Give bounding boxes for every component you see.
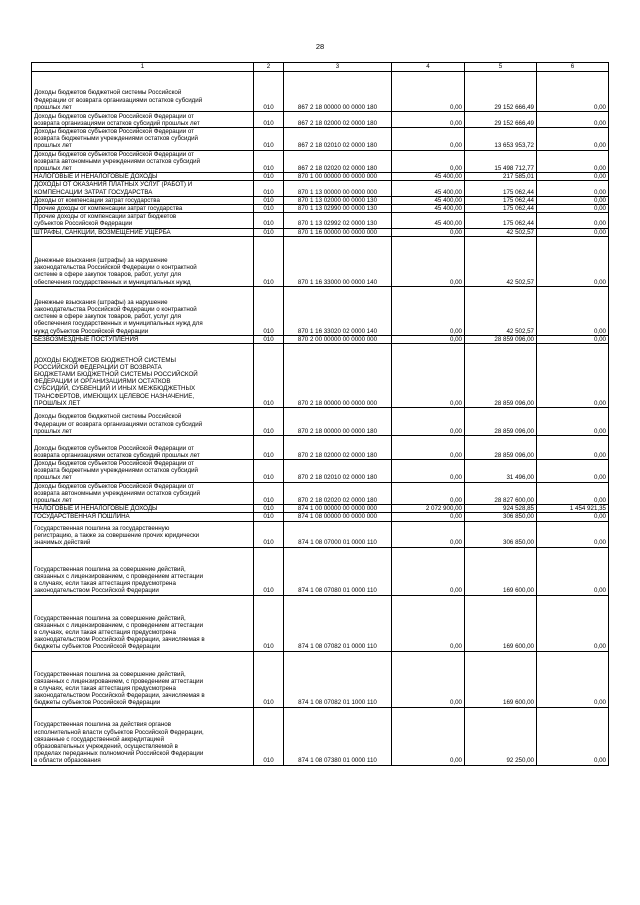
- unexecuted-amount-cell: 0,00: [537, 460, 609, 483]
- income-name-line: пределах переданных полномочий Российской Федерации: [34, 750, 204, 758]
- income-name-line: в области образования: [34, 757, 101, 765]
- income-name-cell: [32, 707, 254, 765]
- approved-amount-cell: 0,00: [392, 150, 465, 173]
- table-row: [32, 196, 609, 204]
- approved-amount-cell: 45 400,00: [392, 213, 465, 228]
- approved-amount-cell: 45 400,00: [392, 205, 465, 213]
- income-name-cell: [32, 205, 254, 213]
- table-row: [32, 651, 609, 707]
- executed-amount-cell: 924 528,85: [465, 505, 537, 513]
- income-name-cell: [32, 128, 254, 151]
- income-name-line: СУБСИДИЙ, СУБВЕНЦИЙ И ИНЫХ МЕЖБЮДЖЕТНЫХ: [34, 385, 196, 393]
- unexecuted-amount-cell: 0,00: [537, 344, 609, 408]
- table-row: [32, 228, 609, 236]
- approved-amount-cell: 0,00: [392, 707, 465, 765]
- income-name-cell: [32, 651, 254, 707]
- approved-amount-cell: 0,00: [392, 286, 465, 335]
- income-name-line: Доходы бюджетов субъектов Российской Федерации от: [34, 150, 195, 158]
- line-code-cell: 010: [254, 205, 284, 213]
- line-code-cell: 010: [254, 460, 284, 483]
- income-name-line: Государственная пошлина за совершение действий,: [34, 614, 186, 622]
- income-name-line: в случаях, если такая аттестация предусмотрена: [34, 580, 176, 588]
- income-name-line: Государственная пошлина за совершение действий,: [34, 565, 186, 573]
- executed-amount-cell: 28 827 600,00: [465, 482, 537, 505]
- budget-classification-code-cell: 867 2 18 00000 00 0000 180: [284, 72, 392, 112]
- income-name-line: связанных с лицензированием, с проведением аттестации: [34, 677, 204, 685]
- executed-amount-cell: 306 850,00: [465, 521, 537, 547]
- table-row: [32, 128, 609, 151]
- income-name-line: Федерации от возврата организациями остатков субсидий: [34, 96, 203, 104]
- income-name-line: прошлых лет: [34, 165, 72, 173]
- income-name-line: Государственная пошлина за государственную: [34, 525, 170, 533]
- unexecuted-amount-cell: 0,00: [537, 228, 609, 236]
- approved-amount-cell: 45 400,00: [392, 196, 465, 204]
- income-name-line: Государственная пошлина за действия органов: [34, 721, 172, 729]
- budget-classification-code-cell: 874 1 08 00000 00 0000 000: [284, 513, 392, 521]
- income-name-line: законодательства Российской Федерации о контрактной: [34, 306, 197, 314]
- income-name-cell: [32, 286, 254, 335]
- table-row: [32, 547, 609, 595]
- table-row: [32, 213, 609, 228]
- income-name-cell: [32, 547, 254, 595]
- approved-amount-cell: 0,00: [392, 651, 465, 707]
- line-code-cell: 010: [254, 173, 284, 181]
- income-name-line: регистрацию, а также за совершение прочих юридически: [34, 532, 200, 540]
- income-name-line: ШТРАФЫ, САНКЦИИ, ВОЗМЕЩЕНИЕ УЩЕРБА: [34, 228, 171, 236]
- unexecuted-amount-cell: 0,00: [537, 707, 609, 765]
- budget-classification-code-cell: 870 1 13 00000 00 0000 000: [284, 181, 392, 196]
- line-code-cell: 010: [254, 286, 284, 335]
- executed-amount-cell: 13 653 953,72: [465, 128, 537, 151]
- income-name-line: БЮДЖЕТАМИ БЮДЖЕТНОЙ СИСТЕМЫ РОССИЙСКОЙ: [34, 371, 198, 379]
- income-name-cell: [32, 181, 254, 196]
- income-name-line: бюджеты субъектов Российской Федерации: [34, 643, 161, 651]
- income-name-cell: [32, 213, 254, 228]
- budget-classification-code-cell: 870 1 00 00000 00 0000 000: [284, 173, 392, 181]
- budget-classification-code-cell: 874 1 08 07080 01 0000 110: [284, 547, 392, 595]
- approved-amount-cell: 0,00: [392, 72, 465, 112]
- income-name-line: связанных с лицензированием, с проведением аттестации: [34, 573, 204, 581]
- income-name-line: Доходы бюджетов субъектов Российской Федерации от: [34, 128, 195, 135]
- executed-amount-cell: 28 859 096,00: [465, 436, 537, 460]
- executed-amount-cell: 92 250,00: [465, 707, 537, 765]
- income-name-line: возврата автономными учреждениями остатков субсидий: [34, 157, 201, 165]
- approved-amount-cell: 0,00: [392, 595, 465, 651]
- income-name-cell: [32, 513, 254, 521]
- approved-amount-cell: 0,00: [392, 228, 465, 236]
- income-name-line: Государственная пошлина за совершение действий,: [34, 670, 186, 678]
- table-row: [32, 460, 609, 483]
- income-name-cell: [32, 173, 254, 181]
- unexecuted-amount-cell: 0,00: [537, 236, 609, 286]
- income-name-line: возврата бюджетными учреждениями остатков субсидий: [34, 467, 198, 475]
- income-name-line: в случаях, если такая аттестация предусмотрена: [34, 685, 176, 693]
- income-name-line: Доходы бюджетов бюджетной системы Российской: [34, 89, 182, 97]
- approved-amount-cell: 0,00: [392, 112, 465, 128]
- income-name-line: значимых действий: [34, 539, 91, 547]
- approved-amount-cell: 2 072 900,00: [392, 505, 465, 513]
- executed-amount-cell: 28 859 096,00: [465, 335, 537, 343]
- line-code-cell: 010: [254, 112, 284, 128]
- executed-amount-cell: 175 062,44: [465, 205, 537, 213]
- executed-amount-cell: 29 152 666,49: [465, 72, 537, 112]
- unexecuted-amount-cell: 0,00: [537, 595, 609, 651]
- table-row: [32, 482, 609, 505]
- income-name-cell: [32, 408, 254, 436]
- table-row: [32, 335, 609, 343]
- income-name-line: законодательства Российской Федерации о контрактной: [34, 264, 197, 272]
- unexecuted-amount-cell: 0,00: [537, 128, 609, 151]
- income-name-cell: [32, 335, 254, 343]
- line-code-cell: 010: [254, 482, 284, 505]
- line-code-cell: 010: [254, 513, 284, 521]
- income-name-line: Доходы бюджетов субъектов Российской Федерации от: [34, 482, 195, 490]
- income-name-line: ДОХОДЫ ОТ ОКАЗАНИЯ ПЛАТНЫХ УСЛУГ (РАБОТ) И: [34, 181, 193, 189]
- unexecuted-amount-cell: 0,00: [537, 547, 609, 595]
- page-number: 28: [315, 42, 325, 51]
- budget-classification-code-cell: 870 2 18 00000 00 0000 000: [284, 344, 392, 408]
- budget-classification-code-cell: 870 1 16 33020 02 0000 140: [284, 286, 392, 335]
- executed-amount-cell: 29 152 666,49: [465, 112, 537, 128]
- unexecuted-amount-cell: 0,00: [537, 205, 609, 213]
- report-body: [32, 72, 609, 766]
- approved-amount-cell: 0,00: [392, 436, 465, 460]
- income-name-line: нужд субъектов Российской Федерации: [34, 327, 149, 335]
- budget-classification-code-cell: 870 1 13 02992 02 0000 130: [284, 213, 392, 228]
- income-name-line: Доходы бюджетов субъектов Российской Федерации от: [34, 460, 195, 468]
- budget-classification-code-cell: 870 2 18 02010 02 0000 180: [284, 460, 392, 483]
- income-name-line: законодательством Российской Федерации, зачисляемая в: [34, 692, 205, 700]
- line-code-cell: 010: [254, 408, 284, 436]
- executed-amount-cell: 306 850,00: [465, 513, 537, 521]
- table-row: [32, 181, 609, 196]
- unexecuted-amount-cell: 0,00: [537, 181, 609, 196]
- income-name-line: НАЛОГОВЫЕ И НЕНАЛОГОВЫЕ ДОХОДЫ: [34, 505, 158, 513]
- income-name-line: образовательных учреждений, осуществляемой в: [34, 743, 178, 751]
- line-code-cell: 010: [254, 181, 284, 196]
- unexecuted-amount-cell: 0,00: [537, 408, 609, 436]
- income-name-line: бюджеты субъектов Российской Федерации: [34, 699, 161, 707]
- table-row: [32, 150, 609, 173]
- unexecuted-amount-cell: 0,00: [537, 513, 609, 521]
- income-name-line: законодательством Российской Федерации: [34, 587, 159, 595]
- budget-classification-code-cell: 867 2 18 02000 02 0000 180: [284, 112, 392, 128]
- table-row: [32, 112, 609, 128]
- unexecuted-amount-cell: 0,00: [537, 335, 609, 343]
- executed-amount-cell: 28 859 096,00: [465, 408, 537, 436]
- income-name-line: исполнительной власти субъектов Российской Федерации,: [34, 728, 204, 736]
- executed-amount-cell: 169 600,00: [465, 595, 537, 651]
- approved-amount-cell: 0,00: [392, 482, 465, 505]
- budget-classification-code-cell: 874 1 08 07082 01 0000 110: [284, 595, 392, 651]
- budget-classification-code-cell: 874 1 08 07000 01 0000 110: [284, 521, 392, 547]
- income-name-line: Доходы бюджетов субъектов Российской Федерации от: [34, 444, 195, 452]
- col-header-5: 5: [465, 63, 537, 72]
- income-name-line: ФЕДЕРАЦИИ И ОРГАНИЗАЦИЯМИ ОСТАТКОВ: [34, 378, 171, 386]
- income-name-line: возврата организациями остатков субсидий прошлых лет: [34, 119, 200, 127]
- table-row: [32, 236, 609, 286]
- budget-classification-code-cell: 870 2 18 02020 02 0000 180: [284, 482, 392, 505]
- income-name-line: КОМПЕНСАЦИИ ЗАТРАТ ГОСУДАРСТВА: [34, 188, 153, 196]
- income-name-line: связанных с лицензированием, с проведением аттестации: [34, 621, 204, 629]
- budget-classification-code-cell: 874 1 08 07082 01 1000 110: [284, 651, 392, 707]
- table-row: [32, 173, 609, 181]
- approved-amount-cell: 45 400,00: [392, 173, 465, 181]
- income-name-line: системе в сфере закупок товаров, работ, услуг для: [34, 271, 182, 279]
- line-code-cell: 010: [254, 505, 284, 513]
- approved-amount-cell: 0,00: [392, 521, 465, 547]
- income-name-cell: [32, 482, 254, 505]
- income-name-line: БЕЗВОЗМЕЗДНЫЕ ПОСТУПЛЕНИЯ: [34, 335, 139, 343]
- table-row: [32, 344, 609, 408]
- income-name-line: ГОСУДАРСТВЕННАЯ ПОШЛИНА: [34, 513, 130, 521]
- income-name-line: возврата бюджетными учреждениями остатков субсидий: [34, 135, 198, 143]
- income-name-line: ПРОШЛЫХ ЛЕТ: [34, 399, 81, 407]
- income-name-line: в случаях, если такая аттестация предусмотрена: [34, 629, 176, 637]
- income-name-line: ДОХОДЫ БЮДЖЕТОВ БЮДЖЕТНОЙ СИСТЕМЫ: [34, 356, 176, 364]
- line-code-cell: 010: [254, 651, 284, 707]
- income-name-cell: [32, 436, 254, 460]
- line-code-cell: 010: [254, 595, 284, 651]
- budget-classification-code-cell: 870 1 13 02990 00 0000 130: [284, 205, 392, 213]
- income-name-line: НАЛОГОВЫЕ И НЕНАЛОГОВЫЕ ДОХОДЫ: [34, 173, 158, 181]
- unexecuted-amount-cell: 0,00: [537, 150, 609, 173]
- col-header-4: 4: [392, 63, 465, 72]
- executed-amount-cell: 28 859 096,00: [465, 344, 537, 408]
- budget-classification-code-cell: 870 2 00 00000 00 0000 000: [284, 335, 392, 343]
- table-row: [32, 205, 609, 213]
- income-name-line: прошлых лет: [34, 427, 72, 435]
- header-row: [32, 63, 609, 72]
- income-name-line: обеспечения государственных и муниципальных нужд: [34, 278, 191, 286]
- line-code-cell: 010: [254, 236, 284, 286]
- income-name-cell: [32, 228, 254, 236]
- table-row: [32, 72, 609, 112]
- budget-classification-code-cell: 870 2 18 00000 00 0000 180: [284, 408, 392, 436]
- income-name-line: связанные с государственной аккредитацией: [34, 735, 165, 743]
- line-code-cell: 010: [254, 335, 284, 343]
- income-name-cell: [32, 521, 254, 547]
- budget-classification-code-cell: 867 2 18 02020 02 0000 180: [284, 150, 392, 173]
- income-name-line: Денежные взыскания (штрафы) за нарушение: [34, 257, 168, 265]
- table-row: [32, 408, 609, 436]
- income-name-line: РОССИЙСКОЙ ФЕДЕРАЦИИ ОТ ВОЗВРАТА: [34, 363, 162, 371]
- income-name-line: Федерации от возврата организациями остатков субсидий: [34, 420, 203, 428]
- line-code-cell: 010: [254, 228, 284, 236]
- unexecuted-amount-cell: 0,00: [537, 482, 609, 505]
- income-name-line: Доходы бюджетов бюджетной системы Российской: [34, 413, 182, 421]
- income-name-line: системе в сфере закупок товаров, работ, услуг для: [34, 313, 182, 321]
- unexecuted-amount-cell: 0,00: [537, 651, 609, 707]
- line-code-cell: 010: [254, 213, 284, 228]
- unexecuted-amount-cell: 0,00: [537, 72, 609, 112]
- income-name-line: Доходы бюджетов субъектов Российской Федерации от: [34, 112, 195, 120]
- col-header-2: 2: [254, 63, 284, 72]
- col-header-3: 3: [284, 63, 392, 72]
- budget-classification-code-cell: 874 1 08 07380 01 0000 110: [284, 707, 392, 765]
- approved-amount-cell: 0,00: [392, 547, 465, 595]
- table-row: [32, 436, 609, 460]
- line-code-cell: 010: [254, 521, 284, 547]
- executed-amount-cell: 42 502,57: [465, 228, 537, 236]
- line-code-cell: 010: [254, 196, 284, 204]
- income-name-cell: [32, 595, 254, 651]
- approved-amount-cell: 0,00: [392, 408, 465, 436]
- line-code-cell: 010: [254, 150, 284, 173]
- table-row: [32, 513, 609, 521]
- income-name-cell: [32, 196, 254, 204]
- income-name-cell: [32, 236, 254, 286]
- report-table: [31, 62, 609, 766]
- approved-amount-cell: 0,00: [392, 128, 465, 151]
- income-name-line: Прочие доходы от компенсации затрат бюджетов: [34, 213, 177, 221]
- unexecuted-amount-cell: 0,00: [537, 286, 609, 335]
- approved-amount-cell: 0,00: [392, 344, 465, 408]
- income-name-line: возврата автономными учреждениями остатков субсидий: [34, 489, 201, 497]
- unexecuted-amount-cell: 0,00: [537, 196, 609, 204]
- approved-amount-cell: 0,00: [392, 335, 465, 343]
- budget-classification-code-cell: 874 1 00 00000 00 0000 000: [284, 505, 392, 513]
- line-code-cell: 010: [254, 344, 284, 408]
- income-name-cell: [32, 72, 254, 112]
- unexecuted-amount-cell: 0,00: [537, 521, 609, 547]
- line-code-cell: 010: [254, 436, 284, 460]
- executed-amount-cell: 169 600,00: [465, 547, 537, 595]
- income-name-line: Прочие доходы от компенсации затрат государства: [34, 205, 183, 213]
- unexecuted-amount-cell: 0,00: [537, 173, 609, 181]
- executed-amount-cell: 217 585,01: [465, 173, 537, 181]
- col-header-6: 6: [537, 63, 609, 72]
- income-name-line: прошлых лет: [34, 142, 72, 150]
- budget-classification-code-cell: 870 2 18 02000 02 0000 180: [284, 436, 392, 460]
- executed-amount-cell: 175 062,44: [465, 196, 537, 204]
- budget-classification-code-cell: 870 1 16 00000 00 0000 000: [284, 228, 392, 236]
- executed-amount-cell: 31 496,00: [465, 460, 537, 483]
- col-header-1: 1: [32, 63, 254, 72]
- budget-classification-code-cell: 867 2 18 02010 02 0000 180: [284, 128, 392, 151]
- approved-amount-cell: 0,00: [392, 460, 465, 483]
- unexecuted-amount-cell: 1 454 921,35: [537, 505, 609, 513]
- income-name-cell: [32, 460, 254, 483]
- executed-amount-cell: 175 062,44: [465, 181, 537, 196]
- income-name-cell: [32, 344, 254, 408]
- approved-amount-cell: 0,00: [392, 513, 465, 521]
- line-code-cell: 010: [254, 128, 284, 151]
- table-row: [32, 521, 609, 547]
- unexecuted-amount-cell: 0,00: [537, 213, 609, 228]
- income-name-line: Доходы от компенсации затрат государства: [34, 196, 160, 204]
- income-name-cell: [32, 112, 254, 128]
- income-name-line: возврата организациями остатков субсидий прошлых лет: [34, 451, 200, 459]
- income-name-line: прошлых лет: [34, 474, 72, 482]
- table-row: [32, 707, 609, 765]
- income-name-line: законодательством Российской Федерации, зачисляемая в: [34, 636, 205, 644]
- line-code-cell: 010: [254, 72, 284, 112]
- unexecuted-amount-cell: 0,00: [537, 436, 609, 460]
- approved-amount-cell: 0,00: [392, 236, 465, 286]
- unexecuted-amount-cell: 0,00: [537, 112, 609, 128]
- budget-classification-code-cell: 870 1 13 02000 00 0000 130: [284, 196, 392, 204]
- executed-amount-cell: 169 600,00: [465, 651, 537, 707]
- budget-classification-code-cell: 870 1 16 33000 00 0000 140: [284, 236, 392, 286]
- income-name-line: прошлых лет: [34, 103, 72, 111]
- table-row: [32, 505, 609, 513]
- income-name-line: ТРАНСФЕРТОВ, ИМЕЮЩИХ ЦЕЛЕВОЕ НАЗНАЧЕНИЕ,: [34, 392, 195, 400]
- table-row: [32, 286, 609, 335]
- table-row: [32, 595, 609, 651]
- executed-amount-cell: 42 502,57: [465, 236, 537, 286]
- line-code-cell: 010: [254, 547, 284, 595]
- income-name-cell: [32, 150, 254, 173]
- approved-amount-cell: 45 400,00: [392, 181, 465, 196]
- income-name-cell: [32, 505, 254, 513]
- executed-amount-cell: 42 502,57: [465, 286, 537, 335]
- executed-amount-cell: 15 498 712,77: [465, 150, 537, 173]
- executed-amount-cell: 175 062,44: [465, 213, 537, 228]
- income-name-line: Денежные взыскания (штрафы) за нарушение: [34, 298, 168, 306]
- income-name-line: прошлых лет: [34, 497, 72, 505]
- income-name-line: обеспечения государственных и муниципальных нужд для: [34, 320, 203, 328]
- line-code-cell: 010: [254, 707, 284, 765]
- income-name-line: субъектов Российской Федерации: [34, 220, 133, 228]
